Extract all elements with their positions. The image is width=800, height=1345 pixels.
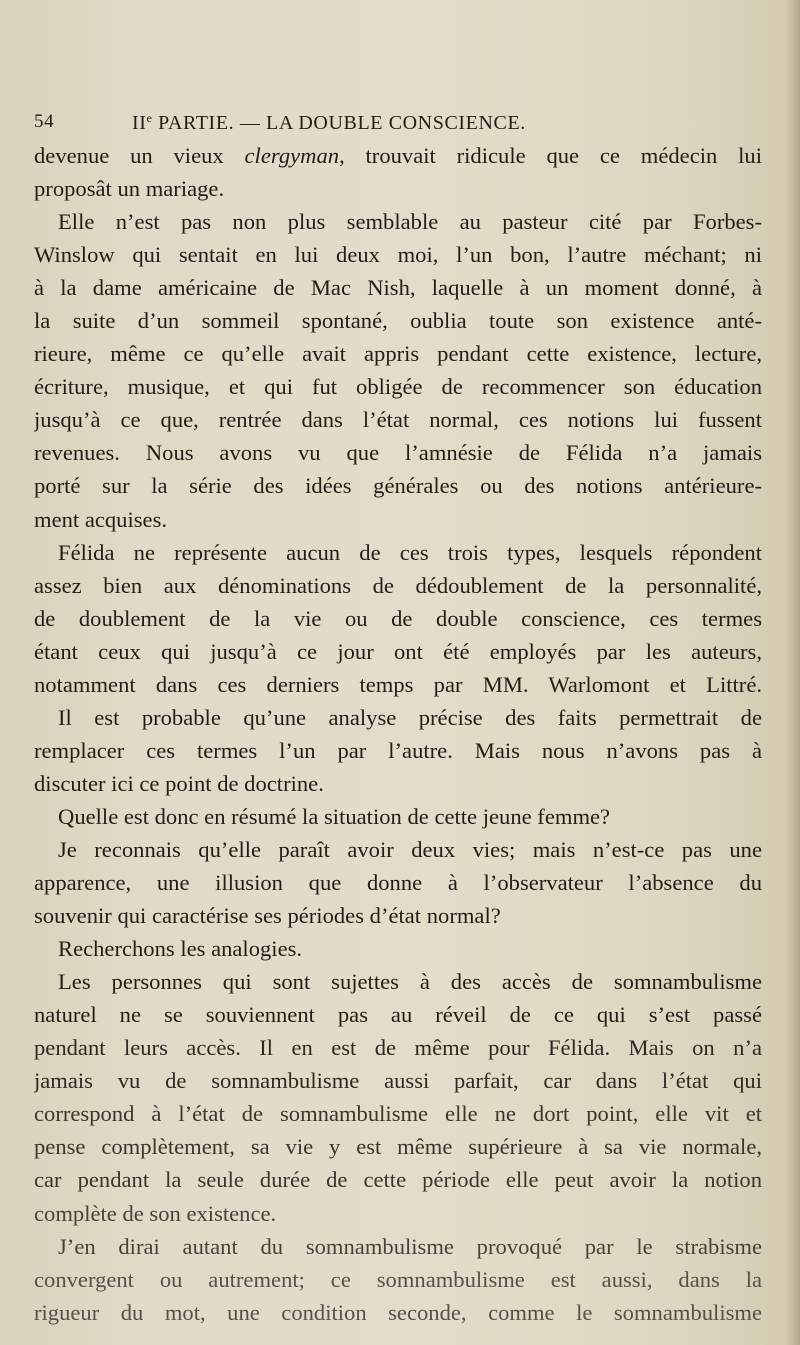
line-text: J’en dirai autant du somnambulisme provoqué par le strabisme	[58, 1233, 762, 1259]
paragraph-start-line	[34, 800, 762, 833]
line-text: remplacer ces termes l’un par l’autre. Mais nous n’avons pas à	[34, 737, 762, 763]
line-text: Félida ne représente aucun de ces trois types, lesquels répondent	[58, 539, 762, 565]
line-text: porté sur la série des idées générales ou des notions antérieure-	[34, 473, 762, 499]
line-text: jamais vu de somnambulisme aussi parfait, car dans l’état qui	[34, 1068, 762, 1094]
text-line	[34, 1064, 762, 1097]
line-text: étant ceux qui jusqu’à ce jour ont été employés par les auteurs,	[34, 638, 762, 664]
text-line	[34, 899, 762, 932]
line-text: proposât un mariage.	[34, 176, 225, 202]
text-line	[34, 403, 762, 436]
paragraph-start-line	[34, 932, 762, 965]
text-line	[34, 1097, 762, 1130]
line-text: pendant leurs accès. Il en est de même pour Félida. Mais on n’a	[34, 1035, 762, 1061]
part-numeral: II	[132, 112, 147, 134]
line-text: Quelle est donc en résumé la situation de cette jeune femme?	[58, 803, 611, 829]
text-line	[34, 1163, 762, 1196]
line-text: jusqu’à ce que, rentrée dans l’état normal, ces notions lui fussent	[34, 407, 762, 433]
text-line	[34, 304, 762, 337]
paragraph-start-line	[34, 833, 762, 866]
line-text: discuter ici ce point de doctrine.	[34, 770, 324, 796]
line-text: rieure, même ce qu’elle avait appris pendant cette existence, lecture,	[34, 341, 762, 367]
line-text: convergent ou autrement; ce somnambulisme est aussi, dans la	[34, 1266, 762, 1292]
paragraph-start-line	[34, 536, 762, 569]
line-text: notamment dans ces derniers temps par MM. Warlomont et Littré.	[34, 671, 762, 697]
part-superscript: e	[146, 111, 153, 125]
text-line	[34, 271, 762, 304]
page-number: 54	[34, 111, 55, 132]
paragraph-start-line	[34, 701, 762, 734]
text-line	[34, 635, 762, 668]
line-text: Recherchons les analogies.	[58, 936, 303, 962]
line-text: de doublement de la vie ou de double conscience, ces termes	[34, 605, 762, 631]
line-text: apparence, une illusion que donne à l’observateur l’absence du	[34, 870, 762, 896]
paragraph-start-line	[34, 965, 762, 998]
text-line	[34, 238, 762, 271]
text-line	[34, 668, 762, 701]
text-line	[34, 767, 762, 800]
body-text	[34, 139, 762, 1329]
line-text: car pendant la seule durée de cette période elle peut avoir la notion	[34, 1167, 762, 1193]
text-line	[34, 436, 762, 469]
line-text: naturel ne se souviennent pas au réveil de ce qui s’est passé	[34, 1002, 762, 1028]
text-line	[34, 866, 762, 899]
text-line	[34, 1031, 762, 1064]
line-text: à la dame américaine de Mac Nish, laquelle à un moment donné, à	[34, 275, 762, 301]
text-line	[34, 569, 762, 602]
line-text: souvenir qui caractérise ses périodes d’état normal?	[34, 903, 501, 929]
text-line	[34, 998, 762, 1031]
text-line	[34, 734, 762, 767]
text-line	[34, 469, 762, 502]
running-header	[34, 111, 760, 137]
paragraph-start-line	[34, 205, 762, 238]
line-text: assez bien aux dénominations de dédoublement de la personnalité,	[34, 572, 762, 598]
line-text: la suite d’un sommeil spontané, oublia toute son existence anté-	[34, 308, 762, 334]
paragraph-start-line	[34, 1230, 762, 1263]
page-edge-shadow	[786, 0, 800, 1345]
text-line	[34, 503, 762, 536]
text-line	[34, 1296, 762, 1329]
running-title	[132, 111, 526, 135]
text-line	[34, 1263, 762, 1296]
text-line	[34, 172, 762, 205]
line-text: rigueur du mot, une condition seconde, comme le somnambulisme	[34, 1299, 762, 1325]
running-title-text: PARTIE. — LA DOUBLE CONSCIENCE.	[152, 112, 526, 134]
text-line	[34, 337, 762, 370]
line-text: Elle n’est pas non plus semblable au pasteur cité par Forbes-	[58, 209, 762, 235]
line-text: Il est probable qu’une analyse précise des faits permettrait de	[58, 704, 762, 730]
text-line	[34, 1197, 762, 1230]
text-line	[34, 1130, 762, 1163]
text-line	[34, 139, 762, 172]
line-text: pense complètement, sa vie y est même supérieure à sa vie normale,	[34, 1134, 762, 1160]
line-text: Je reconnais qu’elle paraît avoir deux vies; mais n’est-ce pas une	[58, 836, 762, 862]
line-text: ment acquises.	[34, 506, 168, 532]
line-text: Winslow qui sentait en lui deux moi, l’un bon, l’autre méchant; ni	[34, 242, 762, 268]
line-text: écriture, musique, et qui fut obligée de recommencer son éducation	[34, 374, 762, 400]
text-line	[34, 602, 762, 635]
line-text: complète de son existence.	[34, 1200, 277, 1226]
line-text: Les personnes qui sont sujettes à des accès de somnambulisme	[58, 969, 762, 995]
italic-word: clergyman	[244, 143, 340, 168]
line-text: revenues. Nous avons vu que l’amnésie de Félida n’a jamais	[34, 440, 762, 466]
line-text: correspond à l’état de somnambulisme elle ne dort point, elle vit et	[34, 1101, 762, 1127]
text-line	[34, 370, 762, 403]
line-text: devenue un vieux clergyman, trouvait ridicule que ce médecin lui	[34, 143, 762, 168]
